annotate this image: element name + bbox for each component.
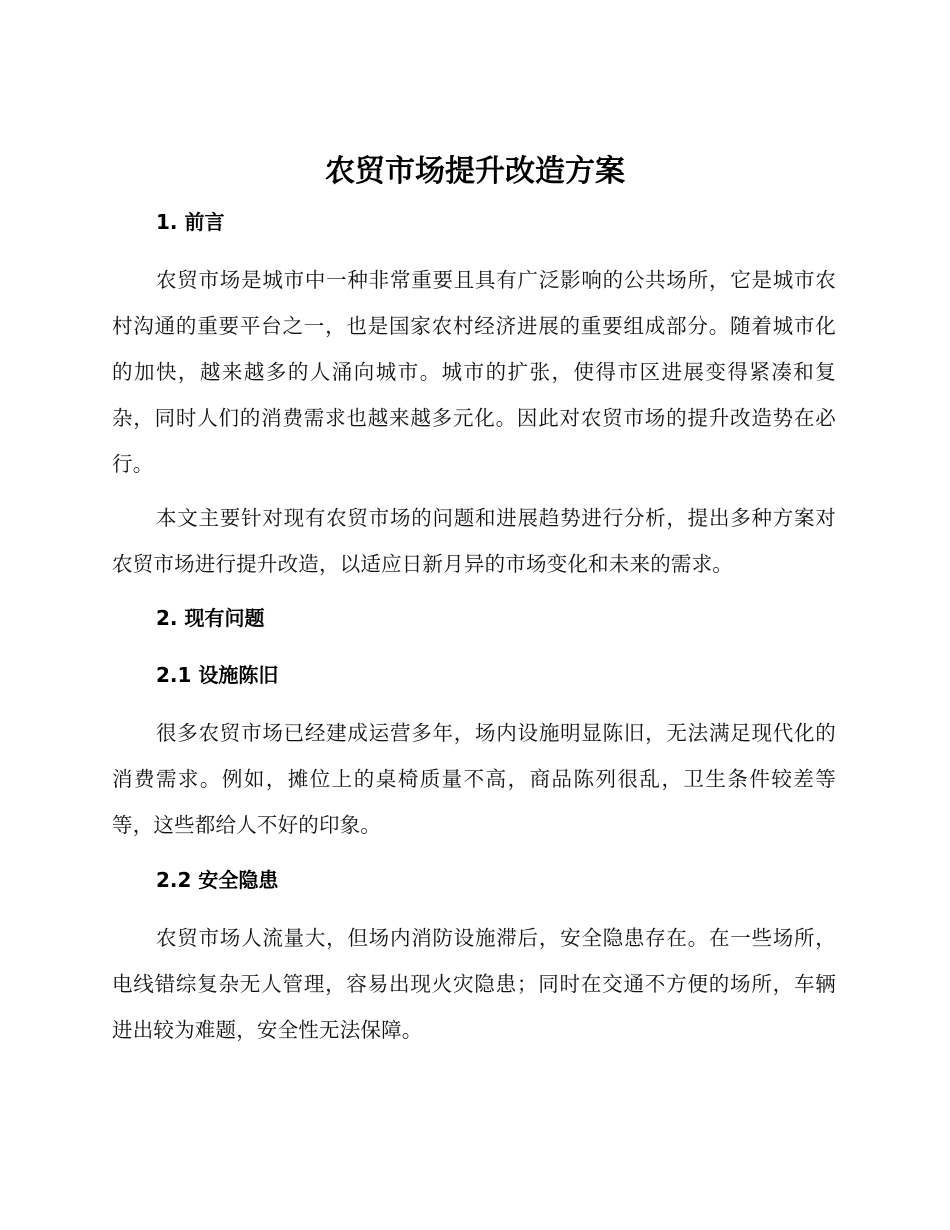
section-heading-issues: 2. 现有问题 — [156, 606, 265, 630]
subsection-heading-facilities: 2.1 设施陈旧 — [156, 663, 279, 687]
safety-paragraph: 农贸市场人流量大，但场内消防设施滞后，安全隐患存在。在一些场所，电线错综复杂无人管理，容易出现火灾隐患；同时在交通不方便的场所，车辆进出较为难题，安全性无法保障。 — [112, 926, 836, 1042]
facilities-paragraph: 很多农贸市场已经建成运营多年，场内设施明显陈旧，无法满足现代化的消费需求。例如，摊位上的桌椅质量不高，商品陈列很乱，卫生条件较差等等，这些都给人不好的印象。 — [112, 721, 836, 837]
section-heading-preface: 1. 前言 — [156, 210, 225, 234]
preface-paragraph-2: 本文主要针对现有农贸市场的问题和进展趋势进行分析，提出多种方案对农贸市场进行提升改造，以适应日新月异的市场变化和未来的需求。 — [112, 506, 836, 576]
subsection-heading-safety: 2.2 安全隐患 — [156, 868, 279, 892]
preface-paragraph-1: 农贸市场是城市中一种非常重要且具有广泛影响的公共场所，它是城市农村沟通的重要平台之一，也是国家农村经济进展的重要组成部分。随着城市化的加快，越来越多的人涌向城市。城市的扩张，使得市区进展变得紧凑和复杂，同时人们的消费需求也越来越多元化。因此对农贸市场的提升改造势在必行。 — [112, 268, 836, 476]
document-title: 农贸市场提升改造方案 — [325, 154, 625, 189]
